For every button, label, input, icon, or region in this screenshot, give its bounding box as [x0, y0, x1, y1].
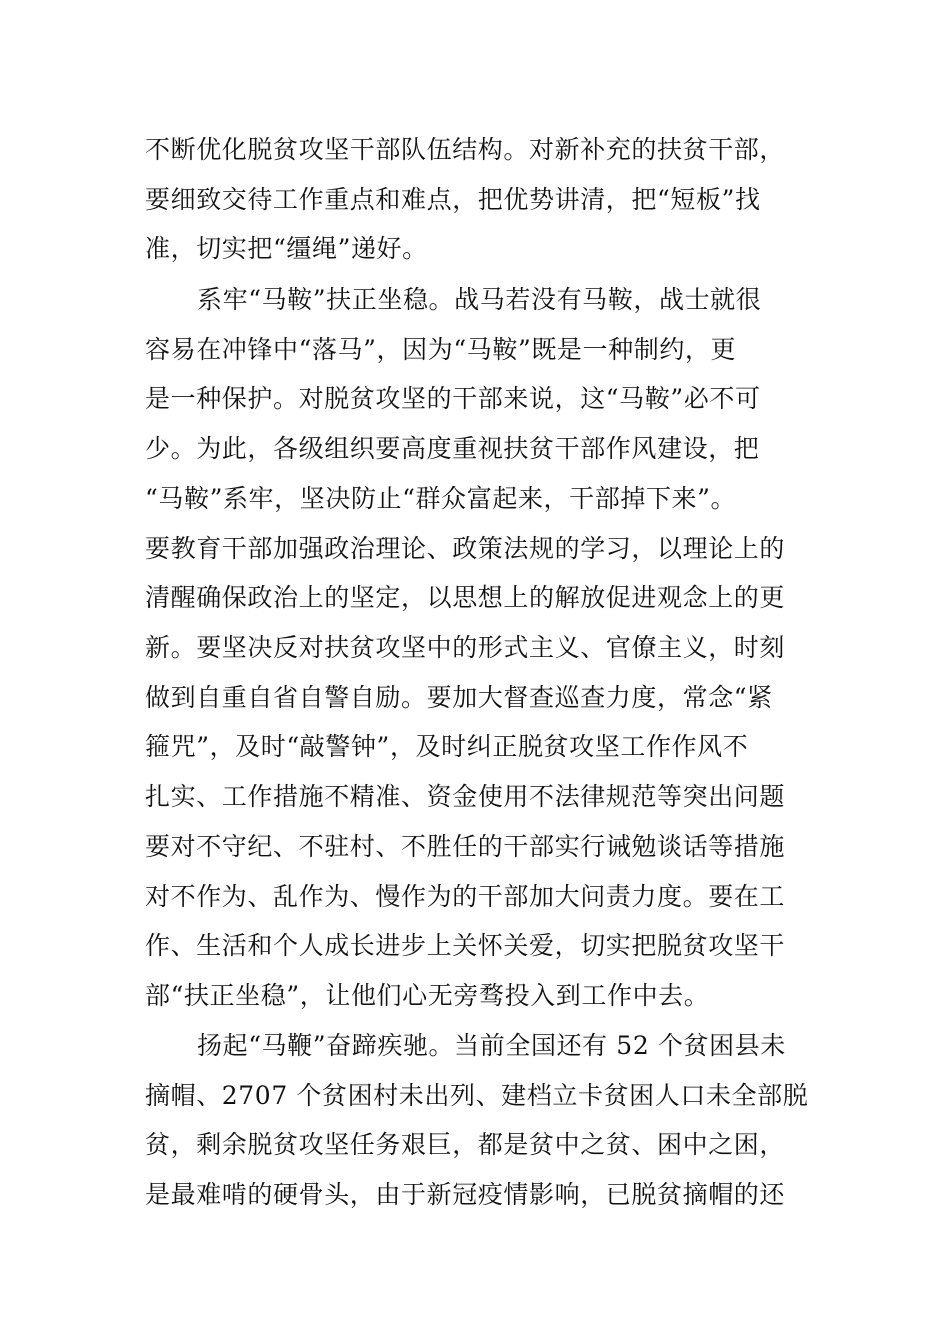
text-line: 不断优化脱贫攻坚干部队伍结构。对新补充的扶贫干部，	[145, 135, 786, 164]
text-line: 要对不守纪、不驻村、不胜任的干部实行诫勉谈话等措施	[145, 832, 786, 861]
paragraph-start-line: 扬起“马鞭”奋蹄疾驰。当前全国还有 52 个贫困县未	[197, 1031, 786, 1060]
text-line: 对不作为、乱作为、慢作为的干部加大问责力度。要在工	[145, 882, 786, 911]
text-line: 摘帽、2707 个贫困村未出列、建档立卡贫困人口未全部脱	[145, 1081, 809, 1110]
text-line: 要细致交待工作重点和难点，把优势讲清，把“短板”找	[145, 185, 761, 214]
paragraph-start-line: 系牢“马鞍”扶正坐稳。战马若没有马鞍，战士就很	[197, 285, 762, 314]
text-line: 新。要坚决反对扶贫攻坚中的形式主义、官僚主义，时刻	[145, 633, 786, 662]
text-line: 做到自重自省自警自励。要加大督查巡查力度，常念“紧	[145, 683, 773, 712]
text-line: 准，切实把“缰绳”递好。	[145, 234, 428, 263]
text-line: 清醒确保政治上的坚定，以思想上的解放促进观念上的更	[145, 583, 786, 612]
text-line: 作、生活和个人成长进步上关怀关爱，切实把脱贫攻坚干	[145, 931, 786, 960]
text-line: 箍咒”，及时“敲警钟”，及时纠正脱贫攻坚工作作风不	[145, 732, 749, 761]
text-line: 贫，剩余脱贫攻坚任务艰巨，都是贫中之贫、困中之困，	[145, 1130, 786, 1159]
text-line: 扎实、工作措施不精准、资金使用不法律规范等突出问题	[145, 782, 786, 811]
text-line: 部“扶正坐稳”，让他们心无旁骛投入到工作中去。	[145, 981, 710, 1010]
text-line: 容易在冲锋中“落马”，因为“马鞍”既是一种制约，更	[145, 335, 737, 364]
text-line: “马鞍”系牢，坚决防止“群众富起来，干部掉下来”。	[145, 484, 737, 513]
text-line: 是一种保护。对脱贫攻坚的干部来说，这“马鞍”必不可	[145, 384, 761, 413]
text-line: 要教育干部加强政治理论、政策法规的学习，以理论上的	[145, 534, 786, 563]
text-line: 是最难啃的硬骨头，由于新冠疫情影响，已脱贫摘帽的还	[145, 1180, 786, 1209]
text-line: 少。为此，各级组织要高度重视扶贫干部作风建设，把	[145, 434, 760, 463]
